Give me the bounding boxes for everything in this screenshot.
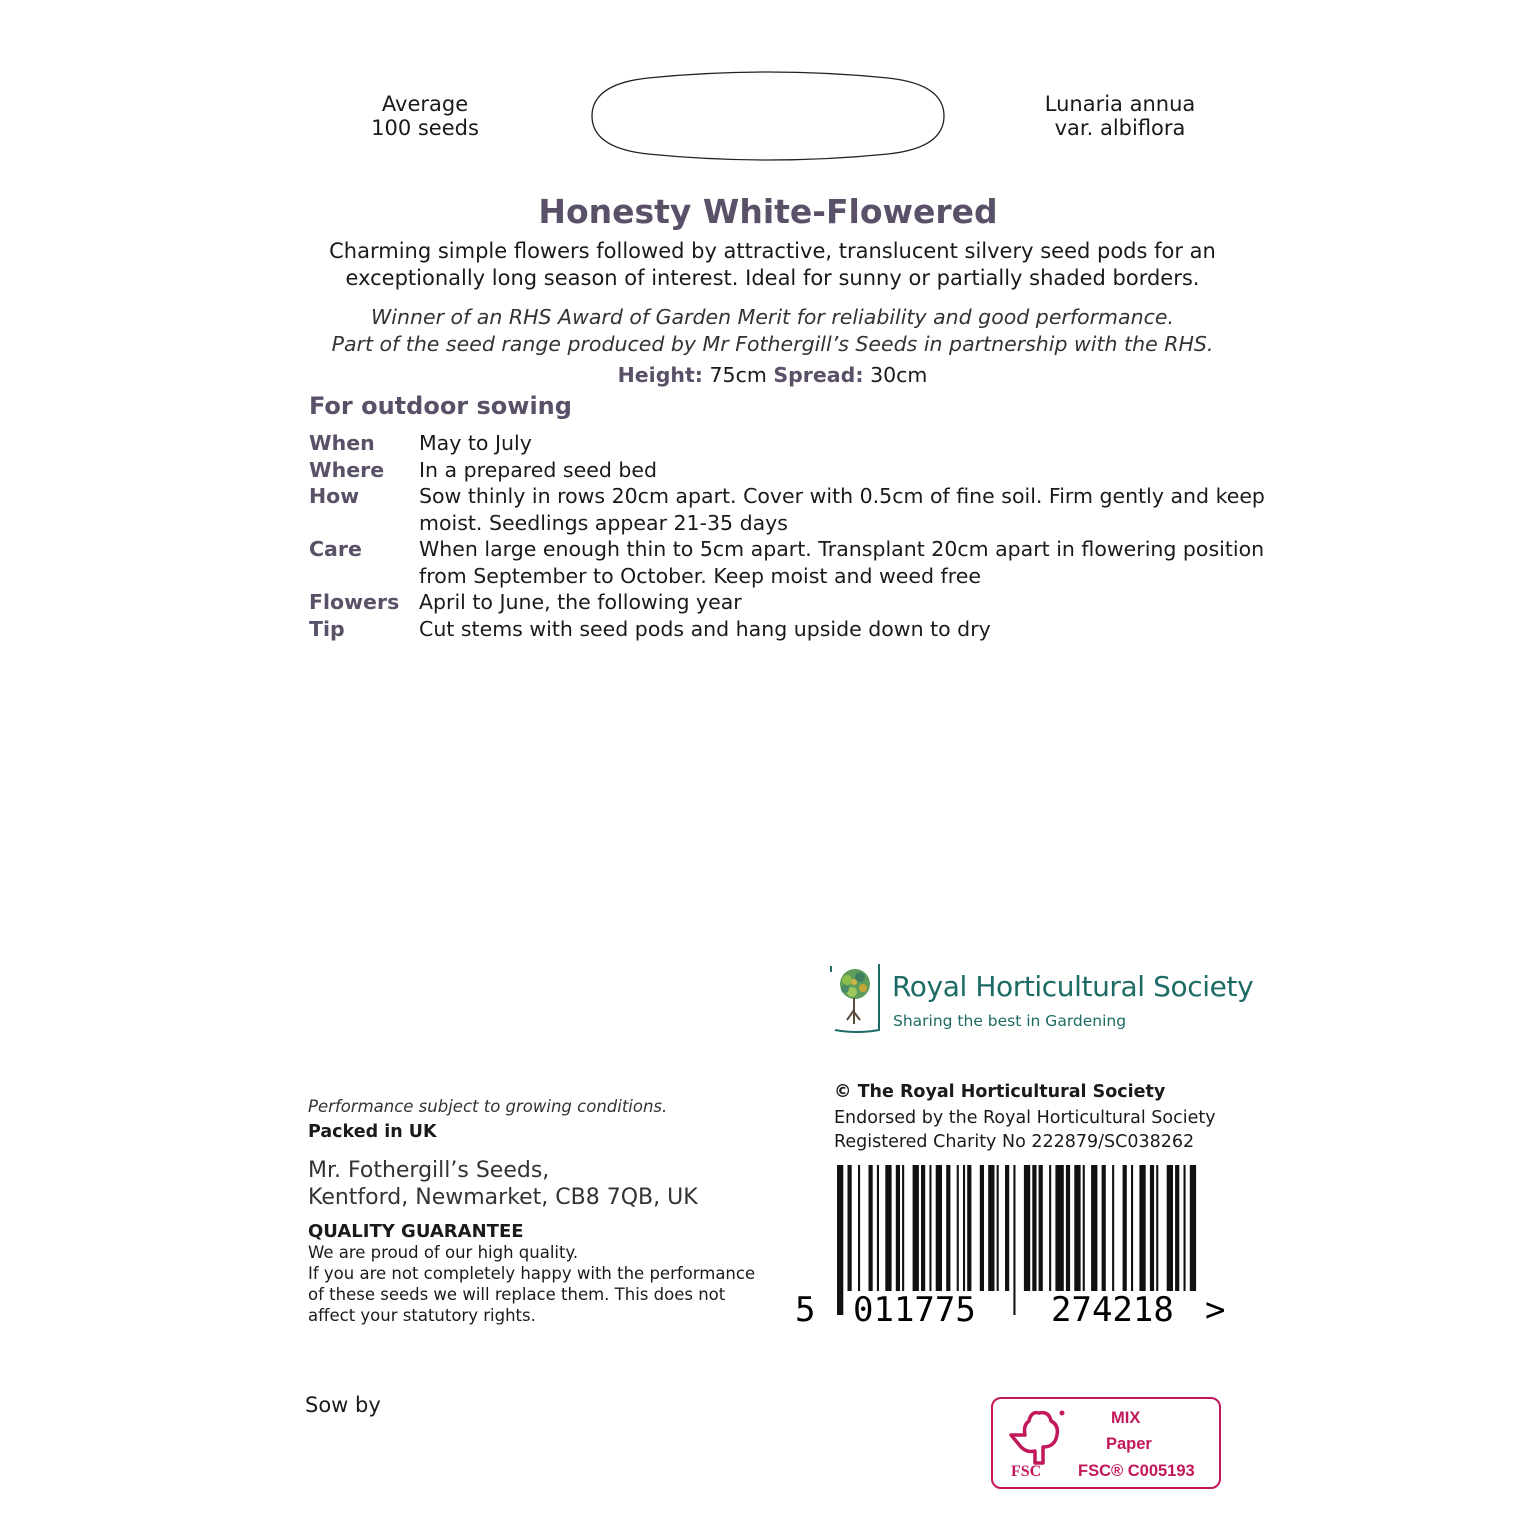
- barcode-bar: [967, 1165, 971, 1291]
- barcode-bar: [869, 1165, 873, 1291]
- spread-label: Spread:: [773, 363, 864, 387]
- barcode-right-digits: 274218: [1051, 1290, 1174, 1325]
- sow-by-label: Sow by: [305, 1393, 381, 1417]
- barcode-bar: [1091, 1165, 1097, 1291]
- sowing-label: Flowers: [309, 590, 400, 614]
- barcode-bar: [1175, 1165, 1179, 1291]
- barcode-bar: [1167, 1165, 1173, 1291]
- address-line: Kentford, Newmarket, CB8 7QB, UK: [308, 1185, 698, 1210]
- seed-count-line2: 100 seeds: [371, 116, 479, 140]
- qg-line: We are proud of our high quality.: [308, 1243, 579, 1262]
- sowing-row-where: [309, 457, 1269, 484]
- qg-line: of these seeds we will replace them. This does not: [308, 1285, 726, 1304]
- sowing-label: Care: [309, 537, 362, 561]
- fsc-mix: MIX: [1111, 1409, 1141, 1427]
- sowing-row-flowers: [309, 589, 1269, 616]
- award-line: Part of the seed range produced by Mr Fothergill’s Seeds in partnership with the RHS.: [331, 332, 1214, 356]
- fsc-paper: Paper: [1106, 1435, 1152, 1453]
- barcode-bar: [1049, 1165, 1051, 1291]
- sowing-row-tip: [309, 616, 1269, 643]
- barcode-bar: [1039, 1165, 1043, 1291]
- barcode-bar: [1123, 1165, 1127, 1291]
- product-description: [300, 238, 1245, 292]
- sowing-row-when: [309, 430, 1269, 457]
- barcode: [795, 1165, 1235, 1325]
- sowing-instructions: [309, 430, 1269, 642]
- sowing-section-title: For outdoor sowing: [309, 392, 572, 420]
- sowing-row-care: [309, 536, 1269, 589]
- barcode-bar: [1013, 1165, 1015, 1315]
- barcode-left-digits: 011775: [853, 1290, 976, 1325]
- latin-name-line2: var. albiflora: [1054, 116, 1186, 140]
- packed-in: Packed in UK: [308, 1122, 437, 1142]
- rhs-name: Royal Horticultural Society: [892, 970, 1254, 1003]
- barcode-bar: [885, 1165, 891, 1291]
- barcode-bar: [921, 1165, 925, 1291]
- barcode-bar: [988, 1165, 994, 1291]
- description-line: Charming simple flowers followed by attractive, translucent silvery seed pods for an: [329, 239, 1216, 263]
- latin-name-line1: Lunaria annua: [1044, 92, 1196, 116]
- seed-count-line1: Average: [381, 92, 469, 116]
- performance-note: Performance subject to growing conditions.: [308, 1097, 668, 1116]
- barcode-bar: [1150, 1165, 1154, 1291]
- product-title: Honesty White-Flowered: [538, 192, 998, 231]
- barcode-bar: [1074, 1165, 1080, 1291]
- height-label: Height:: [617, 363, 703, 387]
- barcode-bar: [877, 1165, 879, 1291]
- sowing-label: When: [309, 431, 375, 455]
- barcode-bar: [1055, 1165, 1063, 1291]
- fsc-tree-icon: [1005, 1407, 1065, 1467]
- latin-name: [1010, 92, 1230, 140]
- barcode-bar: [946, 1165, 950, 1291]
- rhs-endorsement: [834, 1106, 1216, 1154]
- barcode-first-digit: 5: [795, 1290, 816, 1325]
- rhs-copyright: © The Royal Horticultural Society: [834, 1082, 1166, 1102]
- rhs-tagline: Sharing the best in Gardening: [893, 1012, 1127, 1030]
- sowing-text: In a prepared seed bed: [419, 457, 658, 482]
- fsc-letters: FSC: [1011, 1463, 1042, 1480]
- barcode-bar: [837, 1165, 843, 1315]
- address-line: Mr. Fothergill’s Seeds,: [308, 1158, 550, 1183]
- charity-number: Registered Charity No 222879/SC038262: [834, 1132, 1195, 1152]
- barcode-bar: [980, 1165, 984, 1291]
- barcode-bar: [1190, 1165, 1196, 1291]
- quality-guarantee-text: [308, 1242, 778, 1326]
- barcode-bar: [1139, 1165, 1145, 1291]
- barcode-bar: [1156, 1165, 1158, 1291]
- barcode-bar: [858, 1165, 860, 1291]
- barcode-bar: [1112, 1165, 1114, 1291]
- sowing-text: Cut stems with seed pods and hang upside down to dry: [419, 616, 991, 641]
- barcode-bar: [963, 1165, 965, 1291]
- fsc-code: FSC® C005193: [1078, 1462, 1195, 1480]
- barcode-bar: [896, 1165, 900, 1291]
- award-note: [300, 304, 1245, 358]
- seed-count: [330, 92, 520, 140]
- sowing-text: April to June, the following year: [419, 590, 742, 614]
- qg-line: If you are not completely happy with the performance: [308, 1264, 756, 1283]
- barcode-bar: [1024, 1165, 1030, 1291]
- spread-value: 30cm: [870, 363, 928, 387]
- barcode-bar: [848, 1165, 852, 1291]
- sowing-text: Sow thinly in rows 20cm apart. Cover with 0.5cm of fine soil. Firm gently and keep moist. Seedlings appear 21-35 days: [419, 484, 1265, 535]
- supplier-address: [308, 1157, 698, 1211]
- sowing-label: Where: [309, 457, 385, 482]
- barcode-bar: [1184, 1165, 1186, 1291]
- sowing-row-how: [309, 483, 1269, 536]
- barcode-bar: [936, 1165, 942, 1291]
- barcode-bar: [902, 1165, 904, 1291]
- barcode-bar: [957, 1165, 959, 1291]
- barcode-bar: [1066, 1165, 1070, 1291]
- barcode-bar: [913, 1165, 919, 1291]
- rhs-tree-icon: [827, 962, 885, 1036]
- barcode-bar: [1131, 1165, 1133, 1291]
- barcode-bar: [1102, 1165, 1106, 1291]
- height-value: 75cm: [709, 363, 767, 387]
- description-line: exceptionally long season of interest. Ideal for sunny or partially shaded borders.: [345, 266, 1200, 290]
- barcode-bar: [997, 1165, 999, 1291]
- barcode-bar: [929, 1165, 931, 1291]
- plant-dimensions: [300, 363, 1245, 387]
- endorsed-line: Endorsed by the Royal Horticultural Society: [834, 1108, 1216, 1128]
- barcode-bar: [1005, 1165, 1009, 1291]
- sowing-text: May to July: [419, 431, 532, 455]
- qg-line: affect your statutory rights.: [308, 1306, 536, 1325]
- barcode-end-mark: >: [1205, 1290, 1226, 1325]
- award-line: Winner of an RHS Award of Garden Merit for reliability and good performance.: [371, 305, 1174, 329]
- fsc-badge: [991, 1397, 1221, 1489]
- barcode-bar: [1083, 1165, 1085, 1291]
- hang-tab-outline: [588, 70, 948, 162]
- quality-guarantee-title: QUALITY GUARANTEE: [308, 1221, 524, 1242]
- barcode-bar: [1032, 1165, 1036, 1291]
- sowing-label: Tip: [309, 616, 345, 641]
- sowing-label: How: [309, 484, 360, 508]
- sowing-text: When large enough thin to 5cm apart. Transplant 20cm apart in flowering position from September to October. Keep moist and weed free: [419, 537, 1265, 588]
